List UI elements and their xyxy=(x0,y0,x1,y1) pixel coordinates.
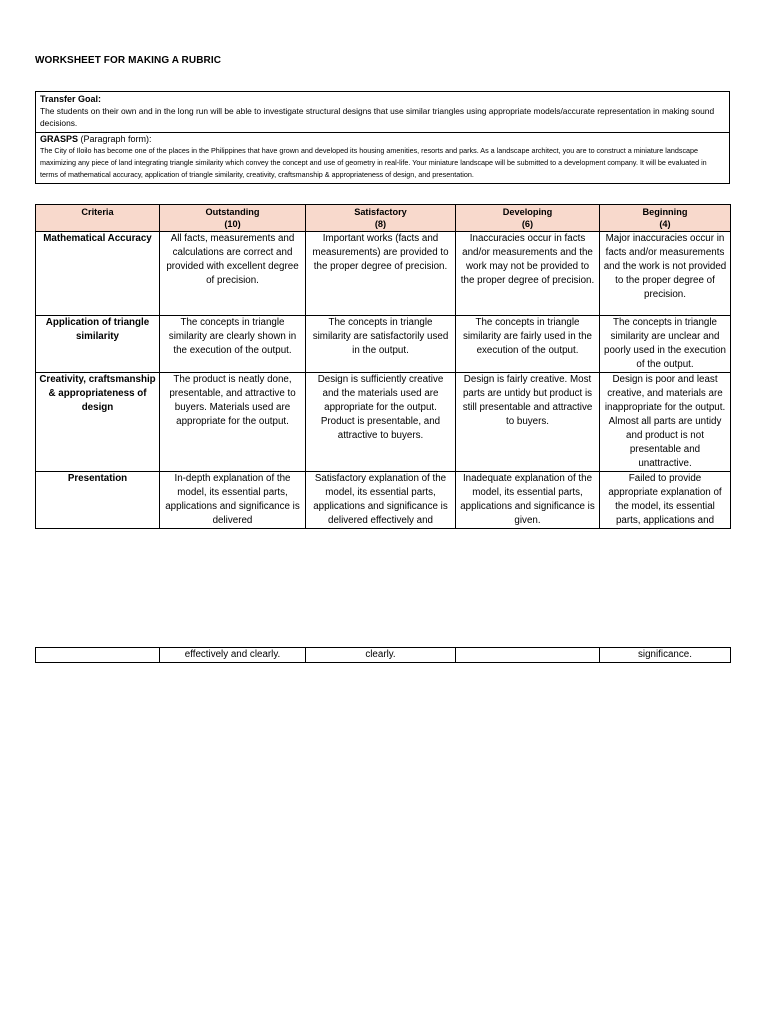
header-points: (6) xyxy=(521,219,534,229)
grasps-label-bold: GRASPS xyxy=(40,134,79,144)
developing-cell: Inaccuracies occur in facts and/or measurements and the work may not be provided to the proper degree of precision. xyxy=(456,232,600,316)
criteria-cell: Application of triangle similarity xyxy=(36,316,160,373)
beginning-cell xyxy=(600,472,731,529)
outstanding-cell: The concepts in triangle similarity are clearly shown in the execution of the output. xyxy=(160,316,306,373)
satisfactory-cell: The concepts in triangle similarity are satisfactorily used in the output. xyxy=(306,316,456,373)
header-points: (4) xyxy=(659,219,671,229)
rubric-header-row xyxy=(36,205,731,232)
rubric-table xyxy=(35,204,731,529)
satisfactory-cell: Design is sufficiently creative and the materials used are appropriate for the output. Product is presentable, and attractive to buyers. xyxy=(306,373,456,472)
criteria-text: Presentation xyxy=(67,473,128,484)
header-name: Criteria xyxy=(81,207,114,217)
header-points: (8) xyxy=(374,219,387,229)
outstanding-cell: effectively and clearly. xyxy=(160,648,306,663)
worksheet-title: WORKSHEET FOR MAKING A RUBRIC xyxy=(35,55,222,66)
satisfactory-cell xyxy=(306,472,456,529)
grasps-label-suffix: (Paragraph form): xyxy=(78,134,152,144)
header-criteria xyxy=(36,205,160,232)
grasps-text: The City of Iloilo has become one of the places in the Philippines that have grown and developed its housing amenities, resorts and parks. As a landscape architect, you are to construct a miniature landscape maximizing any piece of land integrating triangle similarity which convey the concept and use of geometry in real-life. Your miniature landscape will be submitted to a development company. It will be evaluated in terms of mathematical accuracy, application of triangle similarity, creativity, craftsmanship & appropriateness of design, and presentation. xyxy=(40,146,707,179)
developing-cell: The concepts in triangle similarity are fairly used in the execution of the output. xyxy=(456,316,600,373)
developing-text: Inadequate explanation of the model, its essential parts, applications and significance is given. xyxy=(460,473,595,526)
outstanding-cell: The product is neatly done, presentable, and attractive to buyers. Materials used are appropriate for the output. xyxy=(160,373,306,472)
beginning-cell: Major inaccuracies occur in facts and/or measurements and the work is not provided to the proper degree of precision. xyxy=(600,232,731,316)
grasps-label xyxy=(40,134,725,145)
developing-cell xyxy=(456,472,600,529)
criteria-cell: Creativity, craftsmanship & appropriateness of design xyxy=(36,373,160,472)
outstanding-cell xyxy=(160,472,306,529)
grasps-section xyxy=(36,133,729,183)
continuation-table xyxy=(35,647,731,663)
transfer-goal-section xyxy=(36,92,729,133)
criteria-cell: Mathematical Accuracy xyxy=(36,232,160,316)
transfer-goal-label: Transfer Goal: xyxy=(40,94,102,104)
goal-box xyxy=(35,91,730,184)
header-points: (10) xyxy=(224,219,241,229)
transfer-goal-text: The students on their own and in the long run will be able to investigate structural designs that use similar triangles using appropriate models/accurate representation in making sound decisions. xyxy=(40,106,715,128)
developing-cell: Design is fairly creative. Most parts are untidy but product is still presentable and attractive to buyers. xyxy=(456,373,600,472)
beginning-cell: Design is poor and least creative, and materials are inappropriate for the output. Almost all parts are untidy and product is not presentable and unattractive. xyxy=(600,373,731,472)
outstanding-cell: All facts, measurements and calculations are correct and provided with excellent degree of precision. xyxy=(160,232,306,316)
rubric-row xyxy=(36,316,731,373)
satisfactory-cell: Important works (facts and measurements) are provided to the proper degree of precision. xyxy=(306,232,456,316)
beginning-text: Failed to provide appropriate explanation of the model, its essential parts, applications and xyxy=(608,473,722,526)
header-outstanding xyxy=(160,205,306,232)
beginning-cell: significance. xyxy=(600,648,731,663)
header-satisfactory xyxy=(306,205,456,232)
beginning-cell: The concepts in triangle similarity are unclear and poorly used in the execution of the output. xyxy=(600,316,731,373)
rubric-row xyxy=(36,472,731,529)
rubric-row xyxy=(36,373,731,472)
header-name: Satisfactory xyxy=(354,207,407,217)
header-beginning xyxy=(600,205,731,232)
developing-cell xyxy=(456,648,600,663)
criteria-cell xyxy=(36,472,160,529)
header-name: Beginning xyxy=(642,207,688,217)
satisfactory-cell: clearly. xyxy=(306,648,456,663)
satisfactory-text: Satisfactory explanation of the model, its essential parts, applications and significance is delivered effectively and xyxy=(313,473,448,526)
continuation-row xyxy=(36,648,731,663)
header-name: Outstanding xyxy=(205,207,260,217)
rubric-row xyxy=(36,232,731,316)
header-developing xyxy=(456,205,600,232)
criteria-cell xyxy=(36,648,160,663)
header-name: Developing xyxy=(502,207,553,217)
outstanding-text: In-depth explanation of the model, its essential parts, applications and significance is delivered xyxy=(165,473,300,526)
